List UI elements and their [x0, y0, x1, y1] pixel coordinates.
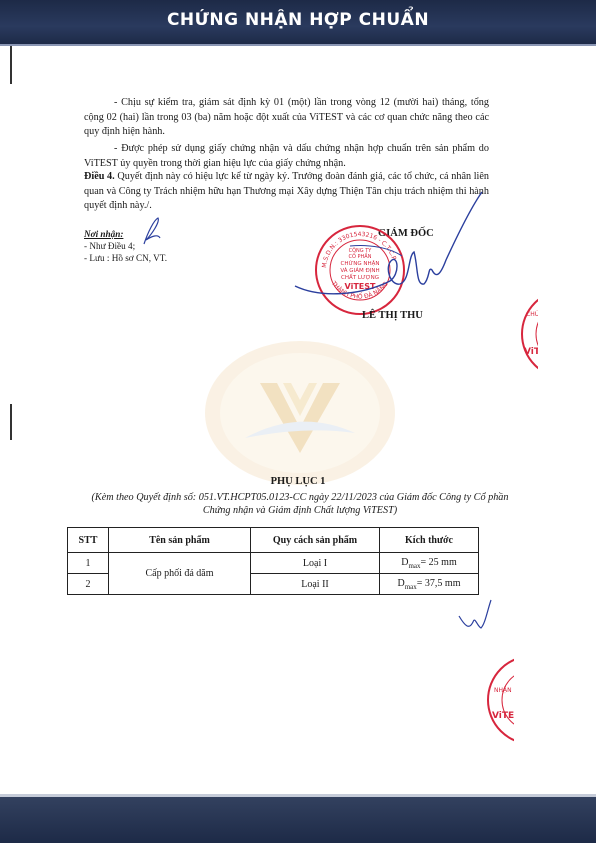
article-4-text: Quyết định này có hiệu lực kể từ ngày ký. Trưởng đoàn đánh giá, các tổ chức, cá nhân liên quan và Công ty Trách nhiệm hữu hạn Thương mại Xây dựng Thiện Tân chịu trách nhiệm thi hành quyết định này./. — [84, 171, 490, 211]
svg-text:CỔ PHẦN: CỔ PHẦN — [348, 254, 372, 260]
size-value: = 25 mm — [420, 556, 457, 568]
edge-seal-upper — [518, 290, 559, 380]
product-table — [67, 527, 479, 595]
column-header-spec: Quy cách sản phẩm — [251, 528, 380, 553]
svg-text:NHẬN: NHẬN — [494, 687, 512, 694]
svg-text:CÔNG TY: CÔNG TY — [348, 248, 372, 254]
edge-seal-lower — [484, 652, 527, 748]
clause-certificate-usage: - Được phép sử dụng giấy chứng nhận và dấu chứng nhận hợp chuẩn trên sản phẩm do ViTEST ủy quyền trong thời gian hiệu lực của giấy chứng nhận. — [84, 143, 489, 169]
cell-spec: Loại II — [251, 574, 380, 595]
svg-text:CHẤT LƯỢNG: CHẤT LƯỢNG — [340, 275, 380, 281]
cell-product-name: Cấp phối đá dăm — [109, 553, 251, 595]
page-footer — [0, 797, 596, 843]
cell-size — [380, 574, 479, 595]
recipient-line: - Lưu : Hồ sơ CN, VT. — [84, 253, 167, 263]
size-symbol: D — [397, 577, 405, 589]
appendix-subtitle: (Kèm theo Quyết định số: 051.VT.HCPT05.0123-CC ngày 22/11/2023 của Giám đốc Công ty Cổ phần Chứng nhận và Giám định Chất lượng ViTEST) — [91, 492, 509, 516]
size-value: = 37,5 mm — [416, 577, 461, 589]
svg-text:ViTEST: ViTEST — [492, 711, 527, 721]
margin-mark-middle — [10, 404, 12, 440]
cell-stt: 1 — [68, 553, 109, 574]
svg-text:ViTEST: ViTEST — [344, 282, 376, 291]
article-4-label: Điều 4. — [84, 171, 115, 182]
size-subscript: max — [404, 582, 417, 591]
table-row — [68, 553, 479, 574]
column-header-product: Tên sản phẩm — [109, 528, 251, 553]
svg-text:CHỨNG NHẬN: CHỨNG NHẬN — [340, 261, 380, 267]
svg-text:CHỨNG: CHỨNG — [526, 311, 549, 318]
cell-stt: 2 — [68, 574, 109, 595]
appendix-title: PHỤ LỤC 1 — [270, 476, 326, 487]
svg-text:M.S.D.N.: 3301543216 - C.T.C.P: M.S.D.N.: 3301543216 - C.T.C.P — [321, 230, 398, 269]
recipient-line: - Như Điều 4; — [84, 241, 136, 251]
table-header-row — [68, 528, 479, 553]
size-symbol: D — [401, 556, 409, 568]
clause-inspection: - Chịu sự kiểm tra, giám sát định kỳ 01 (một) lần trong vòng 12 (mười hai) tháng, tổng cộng 02 (hai) lần trong 03 (ba) năm hoặc đột xuất của ViTEST và các cơ quan chức năng theo các quy định hiện hành. — [84, 97, 489, 137]
header-title: CHỨNG NHẬN HỢP CHUẨN — [166, 10, 430, 30]
column-header-size: Kích thước — [380, 528, 479, 553]
signer-title: GIÁM ĐỐC — [378, 228, 434, 239]
recipients-title: Nơi nhận: — [84, 229, 124, 239]
svg-text:VÀ GIÁM ĐỊNH: VÀ GIÁM ĐỊNH — [340, 268, 380, 274]
vitest-watermark-logo — [205, 338, 395, 488]
director-signature — [290, 186, 490, 306]
cell-spec: Loại I — [251, 553, 380, 574]
cell-size — [380, 553, 479, 574]
initial-signature — [140, 214, 164, 248]
column-header-stt: STT — [68, 528, 109, 553]
signer-name: LÊ THỊ THU — [362, 310, 423, 321]
page-initial-signature — [455, 596, 495, 636]
svg-text:ViTEST: ViTEST — [524, 347, 559, 357]
size-subscript: max — [408, 561, 421, 570]
header-divider — [0, 44, 596, 46]
page-header — [0, 0, 596, 44]
svg-text:THÀNH PHỐ ĐÀ NẴNG: THÀNH PHỐ ĐÀ NẴNG — [329, 280, 390, 301]
margin-mark-top — [10, 46, 12, 84]
